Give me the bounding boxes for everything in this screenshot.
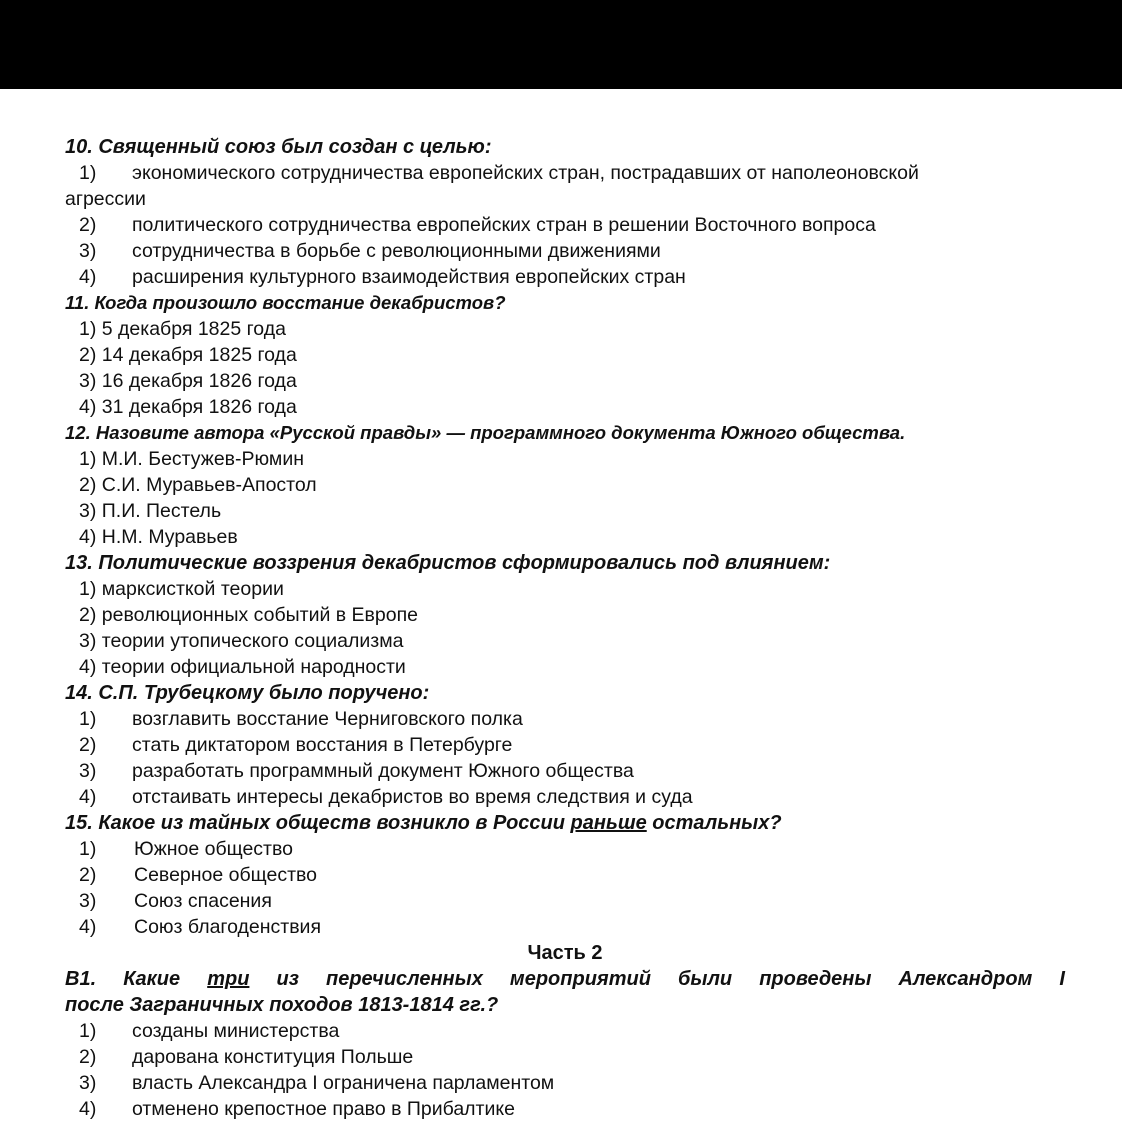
question-11-title: 11. Когда произошло восстание декабристов? — [65, 292, 506, 313]
option-text: разработать программный документ Южного общества — [132, 760, 634, 782]
question-11-option-4: 4) 31 декабря 1826 года — [79, 396, 297, 418]
question-12-option-2: 2) С.И. Муравьев-Апостол — [79, 474, 317, 496]
question-10-option-2 — [65, 212, 1065, 238]
question-b1-option-1 — [65, 1018, 1065, 1044]
question-14-option-4 — [65, 784, 1065, 810]
option-number: 4) — [79, 1098, 97, 1120]
option-text: дарована конституция Польше — [132, 1046, 414, 1068]
option-text: власть Александра I ограничена парламентом — [132, 1072, 555, 1094]
question-12-title: 12. Назовите автора «Русской правды» — программного документа Южного общества. — [65, 422, 906, 443]
option-number: 4) — [79, 916, 97, 938]
question-15-option-3 — [65, 888, 1065, 914]
question-14-option-3 — [65, 758, 1065, 784]
question-b1-option-4 — [65, 1096, 1065, 1122]
option-number: 3) — [79, 1072, 97, 1094]
question-15-title-start: 15. Какое из тайных обществ возникло в России — [65, 812, 571, 834]
option-text: экономического сотрудничества европейских стран, пострадавших от наполеоновской — [132, 162, 919, 184]
question-10-option-3 — [65, 238, 1065, 264]
question-14-option-2 — [65, 732, 1065, 758]
question-b1-option-2 — [65, 1044, 1065, 1070]
question-12-option-1: 1) М.И. Бестужев-Рюмин — [79, 448, 305, 470]
option-number: 4) — [79, 786, 97, 808]
option-text: Союз благоденствия — [134, 916, 322, 938]
option-number: 3) — [79, 890, 97, 912]
question-13-option-1: 1) марксисткой теории — [79, 578, 284, 600]
question-11-option-3: 3) 16 декабря 1826 года — [79, 370, 297, 392]
option-text: расширения культурного взаимодействия европейских стран — [132, 266, 686, 288]
option-number: 1) — [79, 708, 97, 730]
question-10-option-1-continued: агрессии — [65, 188, 146, 210]
question-b1-title-line-1 — [65, 966, 1065, 992]
option-number: 2) — [79, 1046, 97, 1068]
question-10-option-1 — [65, 160, 1065, 186]
question-12-option-3: 3) П.И. Пестель — [79, 500, 222, 522]
question-b1-title-line-2: после Заграничных походов 1813-1814 гг.? — [65, 994, 499, 1016]
option-text: стать диктатором восстания в Петербурге — [132, 734, 513, 756]
option-text: возглавить восстание Черниговского полка — [132, 708, 523, 730]
question-14-option-1 — [65, 706, 1065, 732]
question-13-option-3: 3) теории утопического социализма — [79, 630, 404, 652]
option-number: 1) — [79, 1020, 97, 1042]
test-document — [65, 134, 1065, 1122]
option-text: отстаивать интересы декабристов во время следствия и суда — [132, 786, 693, 808]
question-b1-title-underlined: три — [207, 968, 250, 990]
option-text: Союз спасения — [134, 890, 272, 912]
question-b1-title-start: В1. Какие — [65, 968, 208, 990]
question-13-option-4: 4) теории официальной народности — [79, 656, 406, 678]
question-15-option-1 — [65, 836, 1065, 862]
option-text: отменено крепостное право в Прибалтике — [132, 1098, 515, 1120]
question-10-title: 10. Священный союз был создан с целью: — [65, 136, 492, 158]
option-number: 1) — [79, 162, 97, 184]
question-13-option-2: 2) революционных событий в Европе — [79, 604, 419, 626]
question-11-option-1: 1) 5 декабря 1825 года — [79, 318, 286, 340]
question-12-option-4: 4) Н.М. Муравьев — [79, 526, 238, 548]
option-text: созданы министерства — [132, 1020, 340, 1042]
question-b1-title-end: из перечисленных мероприятий были проведены Александром I — [249, 968, 1065, 990]
option-number: 3) — [79, 240, 97, 262]
question-14-title: 14. С.П. Трубецкому было поручено: — [65, 682, 430, 704]
option-text: Северное общество — [134, 864, 317, 886]
option-number: 3) — [79, 760, 97, 782]
top-black-bar — [0, 0, 1122, 89]
option-number: 1) — [79, 838, 97, 860]
option-text: сотрудничества в борьбе с революционными движениями — [132, 240, 661, 262]
option-number: 2) — [79, 864, 97, 886]
question-15-option-2 — [65, 862, 1065, 888]
question-15-title-end: остальных? — [646, 812, 782, 834]
option-text: политического сотрудничества европейских стран в решении Восточного вопроса — [132, 214, 876, 236]
question-15-title — [65, 810, 1065, 836]
option-number: 2) — [79, 214, 97, 236]
question-15-option-4 — [65, 914, 1065, 940]
option-number: 2) — [79, 734, 97, 756]
question-15-title-underlined: раньше — [570, 812, 647, 834]
option-text: Южное общество — [134, 838, 293, 860]
question-b1-option-3 — [65, 1070, 1065, 1096]
question-13-title: 13. Политические воззрения декабристов сформировались под влиянием: — [65, 552, 831, 574]
option-number: 4) — [79, 266, 97, 288]
question-11-option-2: 2) 14 декабря 1825 года — [79, 344, 297, 366]
part-2-heading: Часть 2 — [527, 942, 603, 964]
question-10-option-4 — [65, 264, 1065, 290]
